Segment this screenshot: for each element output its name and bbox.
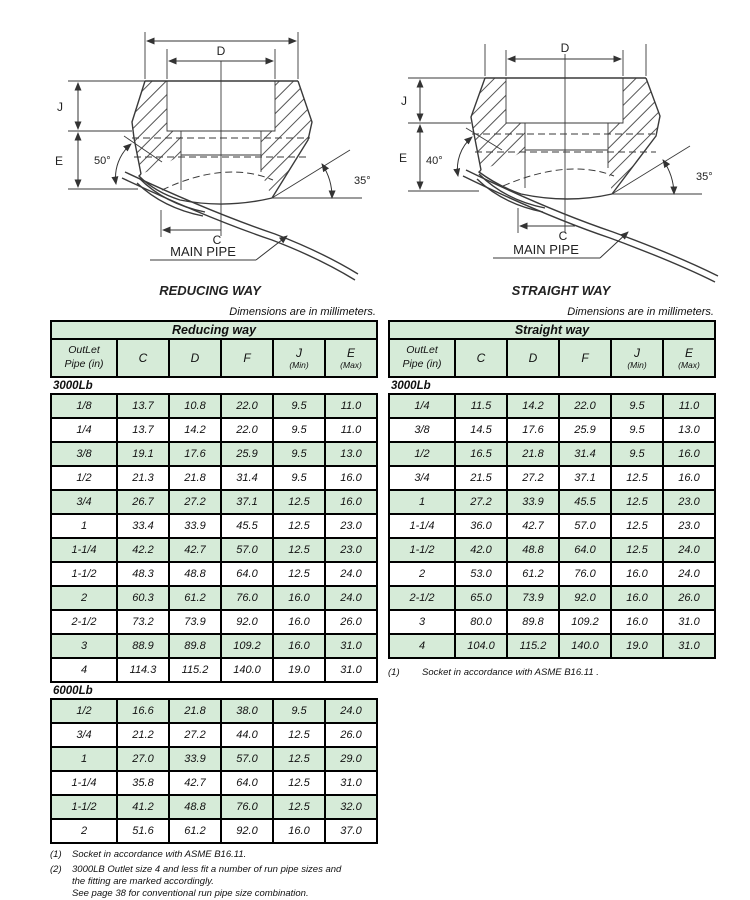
column-header-j (611, 339, 663, 377)
footnotes (50, 849, 376, 900)
dimension-cell: 24.0 (325, 586, 377, 610)
table-row (51, 538, 377, 562)
j-sub-header: (Min) (627, 360, 647, 370)
dimension-cell: 57.0 (221, 747, 273, 771)
dimension-cell: 61.2 (169, 586, 221, 610)
reducing-way-table-header (50, 320, 378, 378)
column-header-d: D (507, 339, 559, 377)
pipe-size-cell: 1 (389, 490, 455, 514)
dimension-cell: 13.7 (117, 394, 169, 418)
dimension-cell: 31.0 (325, 634, 377, 658)
footnote-2 (50, 864, 376, 900)
dimension-cell: 89.8 (169, 634, 221, 658)
dimension-cell: 27.2 (169, 723, 221, 747)
dimension-cell: 24.0 (325, 562, 377, 586)
pipe-size-cell: 3/4 (389, 466, 455, 490)
pipe-size-cell: 1/2 (51, 466, 117, 490)
pipe-size-cell: 3/8 (389, 418, 455, 442)
dimension-cell: 27.2 (507, 466, 559, 490)
dimension-cell: 33.4 (117, 514, 169, 538)
dimension-cell: 14.2 (169, 418, 221, 442)
dimension-cell: 16.0 (611, 562, 663, 586)
dimension-cell: 12.5 (611, 490, 663, 514)
dimension-cell: 11.0 (325, 418, 377, 442)
hatching (132, 81, 312, 198)
dimension-cell: 37.0 (325, 819, 377, 843)
reducing-3000lb-table (50, 393, 378, 683)
table-title: Straight way (389, 321, 715, 339)
dimension-cell: 21.8 (169, 699, 221, 723)
dimension-cell: 29.0 (325, 747, 377, 771)
dimension-cell: 48.8 (169, 562, 221, 586)
dimension-cell: 140.0 (559, 634, 611, 658)
d-label: D (216, 44, 226, 58)
pipe-size-cell: 1-1/4 (51, 771, 117, 795)
pipe-size-cell: 1-1/2 (51, 562, 117, 586)
dimension-cell: 23.0 (663, 490, 715, 514)
dimension-cell: 25.9 (559, 418, 611, 442)
dimension-cell: 109.2 (559, 610, 611, 634)
dimension-cell: 42.2 (117, 538, 169, 562)
angle-right-label: 35° (354, 175, 371, 187)
table-row (51, 610, 377, 634)
dimension-cell: 33.9 (169, 514, 221, 538)
main-pipe-curve (122, 172, 358, 280)
dimension-cell: 64.0 (559, 538, 611, 562)
dimension-cell: 22.0 (559, 394, 611, 418)
outlet-line1: OutLet (68, 344, 100, 357)
dimension-cell: 26.0 (663, 586, 715, 610)
dimension-cell: 104.0 (455, 634, 507, 658)
dimension-cell: 38.0 (221, 699, 273, 723)
pipe-size-cell: 1 (51, 514, 117, 538)
table-row (389, 514, 715, 538)
j-label: J (57, 100, 63, 114)
dimension-cell: 19.1 (117, 442, 169, 466)
footnote-right-number: (1) (388, 667, 400, 678)
column-header-e (325, 339, 377, 377)
dimension-cell: 27.2 (169, 490, 221, 514)
dimension-cell: 12.5 (273, 771, 325, 795)
pipe-size-cell: 1/4 (51, 418, 117, 442)
dimensions-note: Dimensions are in millimeters. (229, 306, 376, 318)
pipe-size-cell: 2 (51, 586, 117, 610)
dimension-cell: 60.3 (117, 586, 169, 610)
dimension-cell: 16.0 (273, 586, 325, 610)
column-header-f: F (221, 339, 273, 377)
dimension-cell: 42.7 (507, 514, 559, 538)
pipe-size-cell: 2 (51, 819, 117, 843)
table-row (51, 795, 377, 819)
dimension-cell: 76.0 (221, 795, 273, 819)
pipe-size-cell: 1/2 (51, 699, 117, 723)
dimension-cell: 32.0 (325, 795, 377, 819)
table-row (389, 418, 715, 442)
footnote-1-number: (1) (50, 849, 62, 860)
footnote-right (388, 667, 714, 679)
dimension-cell: 31.0 (663, 610, 715, 634)
j-header: J (296, 346, 302, 360)
table-row (389, 394, 715, 418)
dimension-cell: 9.5 (611, 442, 663, 466)
j-label: J (401, 94, 407, 108)
dimension-cell: 12.5 (273, 562, 325, 586)
dimension-cell: 26.0 (325, 610, 377, 634)
dimension-d (145, 32, 298, 79)
table-row (51, 418, 377, 442)
dimension-cell: 23.0 (663, 514, 715, 538)
e-header: E (347, 346, 356, 360)
dimension-cell: 76.0 (221, 586, 273, 610)
dimension-cell: 16.0 (611, 610, 663, 634)
dimension-cell: 12.5 (273, 747, 325, 771)
dimension-cell: 9.5 (273, 466, 325, 490)
pipe-size-cell: 1 (51, 747, 117, 771)
table-row (389, 586, 715, 610)
dimension-cell: 33.9 (507, 490, 559, 514)
dimension-cell: 24.0 (663, 562, 715, 586)
dimension-cell: 9.5 (273, 394, 325, 418)
dimension-d (485, 41, 646, 76)
dimension-cell: 88.9 (117, 634, 169, 658)
dimension-cell: 21.5 (455, 466, 507, 490)
table-row (389, 610, 715, 634)
dimension-cell: 64.0 (221, 562, 273, 586)
dimension-cell: 27.0 (117, 747, 169, 771)
dimension-cell: 14.5 (455, 418, 507, 442)
dimension-cell: 9.5 (611, 394, 663, 418)
table-row (51, 771, 377, 795)
dimension-cell: 17.6 (507, 418, 559, 442)
dimension-cell: 37.1 (559, 466, 611, 490)
dimension-c (161, 210, 222, 247)
table-title: Reducing way (51, 321, 377, 339)
dimension-cell: 61.2 (169, 819, 221, 843)
dimension-cell: 21.8 (169, 466, 221, 490)
dimension-cell: 42.7 (169, 771, 221, 795)
column-header-outlet (389, 339, 455, 377)
dimension-cell: 92.0 (221, 819, 273, 843)
pipe-size-cell: 4 (51, 658, 117, 682)
dimension-cell: 9.5 (611, 418, 663, 442)
dimension-cell: 115.2 (169, 658, 221, 682)
straight-way-table-block (388, 306, 714, 679)
dimension-cell: 16.5 (455, 442, 507, 466)
dimension-cell: 16.0 (663, 466, 715, 490)
footnote-2-line1: 3000LB Outlet size 4 and less fit a number of run pipe sizes and (72, 863, 342, 875)
dimension-cell: 12.5 (611, 538, 663, 562)
straight-3000lb-table (388, 393, 716, 659)
table-row (389, 490, 715, 514)
section-label-3000lb: 3000Lb (391, 380, 431, 392)
dimension-cell: 31.0 (325, 771, 377, 795)
dimension-cell: 45.5 (221, 514, 273, 538)
dimension-cell: 11.0 (325, 394, 377, 418)
dimension-cell: 16.0 (663, 442, 715, 466)
dimension-cell: 16.0 (325, 466, 377, 490)
table-row (51, 634, 377, 658)
footnote-2-line3: See page 38 for conventional run pipe size combination. (72, 887, 309, 899)
reducing-way-table-block (50, 306, 376, 900)
dimension-cell: 53.0 (455, 562, 507, 586)
pipe-size-cell: 1/8 (51, 394, 117, 418)
dimension-cell: 64.0 (221, 771, 273, 795)
dimension-cell: 140.0 (221, 658, 273, 682)
c-label: C (558, 229, 568, 243)
column-header-c: C (117, 339, 169, 377)
dimension-cell: 33.9 (169, 747, 221, 771)
e-label: E (54, 154, 64, 168)
diagram-caption: STRAIGHT WAY (511, 283, 611, 298)
pipe-size-cell: 2 (389, 562, 455, 586)
dimension-cell: 21.3 (117, 466, 169, 490)
footnote-2-line2: the fitting are marked accordingly. (72, 875, 214, 887)
dimension-cell: 48.8 (169, 795, 221, 819)
pipe-size-cell: 1-1/4 (51, 538, 117, 562)
column-header-d: D (169, 339, 221, 377)
pipe-size-cell: 1-1/2 (389, 538, 455, 562)
dimension-j-e (55, 81, 145, 189)
dimension-cell: 16.6 (117, 699, 169, 723)
dimension-cell: 27.2 (455, 490, 507, 514)
dimension-cell: 13.0 (325, 442, 377, 466)
angle-left-label: 40° (426, 155, 443, 167)
dimension-cell: 114.3 (117, 658, 169, 682)
outlet-line2: Pipe (in) (402, 358, 442, 370)
dimension-cell: 9.5 (273, 699, 325, 723)
dimension-cell: 48.8 (507, 538, 559, 562)
table-row (51, 490, 377, 514)
dimension-cell: 57.0 (221, 538, 273, 562)
dimension-cell: 24.0 (663, 538, 715, 562)
dimension-cell: 92.0 (559, 586, 611, 610)
dimension-cell: 73.2 (117, 610, 169, 634)
dimension-cell: 48.3 (117, 562, 169, 586)
table-row (51, 562, 377, 586)
straight-way-diagram (378, 4, 748, 302)
e-header: E (685, 346, 694, 360)
dimension-cell: 10.8 (169, 394, 221, 418)
dimension-cell: 89.8 (507, 610, 559, 634)
pipe-size-cell: 1-1/4 (389, 514, 455, 538)
c-label: C (212, 233, 222, 247)
dimension-cell: 44.0 (221, 723, 273, 747)
pipe-size-cell: 3 (51, 634, 117, 658)
column-header-f: F (559, 339, 611, 377)
dimension-cell: 31.4 (559, 442, 611, 466)
j-header: J (634, 346, 640, 360)
table-row (51, 723, 377, 747)
footnote-right-text: Socket in accordance with ASME B16.11 . (422, 667, 599, 678)
column-header-outlet (51, 339, 117, 377)
table-row (51, 466, 377, 490)
table-row (51, 699, 377, 723)
e-sub-header: (Max) (340, 360, 362, 370)
dimension-cell: 25.9 (221, 442, 273, 466)
reducing-6000lb-table (50, 698, 378, 844)
main-pipe-label: MAIN PIPE (513, 242, 579, 257)
dimension-cell: 19.0 (273, 658, 325, 682)
table-row (51, 442, 377, 466)
pipe-size-cell: 1/2 (389, 442, 455, 466)
dimension-cell: 73.9 (507, 586, 559, 610)
dimension-cell: 76.0 (559, 562, 611, 586)
dimension-cell: 12.5 (273, 538, 325, 562)
table-row (51, 819, 377, 843)
dimension-cell: 109.2 (221, 634, 273, 658)
dimension-cell: 12.5 (273, 723, 325, 747)
table-row (51, 586, 377, 610)
table-row (51, 747, 377, 771)
j-sub-header: (Min) (289, 360, 309, 370)
dimension-cell: 31.4 (221, 466, 273, 490)
dimension-cell: 115.2 (507, 634, 559, 658)
dimension-cell: 35.8 (117, 771, 169, 795)
main-pipe-label: MAIN PIPE (170, 244, 236, 259)
dimension-cell: 21.2 (117, 723, 169, 747)
dimension-cell: 16.0 (273, 634, 325, 658)
dimension-cell: 51.6 (117, 819, 169, 843)
dimension-cell: 11.5 (455, 394, 507, 418)
pipe-size-cell: 4 (389, 634, 455, 658)
dimension-cell: 13.7 (117, 418, 169, 442)
dimension-cell: 12.5 (611, 514, 663, 538)
hatching (471, 78, 660, 194)
main-pipe-curve (463, 170, 718, 282)
angle-right-label: 35° (696, 171, 713, 183)
dimension-cell: 26.0 (325, 723, 377, 747)
dimension-cell: 16.0 (273, 819, 325, 843)
pipe-size-cell: 3/4 (51, 723, 117, 747)
table-row (389, 634, 715, 658)
table-row (51, 658, 377, 682)
dimension-cell: 57.0 (559, 514, 611, 538)
dimension-cell: 12.5 (611, 466, 663, 490)
pipe-size-cell: 3 (389, 610, 455, 634)
dimension-cell: 37.1 (221, 490, 273, 514)
footnote-2-number: (2) (50, 863, 62, 875)
table-row (51, 514, 377, 538)
dimension-cell: 17.6 (169, 442, 221, 466)
dimension-cell: 16.0 (611, 586, 663, 610)
dimension-cell: 12.5 (273, 795, 325, 819)
dimension-cell: 65.0 (455, 586, 507, 610)
column-header-e (663, 339, 715, 377)
dimensions-note: Dimensions are in millimeters. (567, 306, 714, 318)
pipe-size-cell: 1/4 (389, 394, 455, 418)
dimension-cell: 22.0 (221, 418, 273, 442)
section-label-3000lb: 3000Lb (53, 380, 93, 392)
pipe-size-cell: 2-1/2 (51, 610, 117, 634)
dimension-cell: 73.9 (169, 610, 221, 634)
pipe-size-cell: 3/8 (51, 442, 117, 466)
dimension-cell: 92.0 (221, 610, 273, 634)
reducing-way-diagram (10, 4, 385, 302)
table-row (389, 562, 715, 586)
dimension-cell: 26.7 (117, 490, 169, 514)
table-row (389, 538, 715, 562)
column-header-j (273, 339, 325, 377)
dimension-cell: 9.5 (273, 442, 325, 466)
angle-left-label: 50° (94, 155, 111, 167)
dimension-cell: 12.5 (273, 514, 325, 538)
dimension-cell: 23.0 (325, 514, 377, 538)
dimension-cell: 21.8 (507, 442, 559, 466)
dimension-cell: 22.0 (221, 394, 273, 418)
dimension-cell: 13.0 (663, 418, 715, 442)
e-sub-header: (Max) (678, 360, 700, 370)
dimension-cell: 16.0 (273, 610, 325, 634)
footnote-1-text: Socket in accordance with ASME B16.11. (72, 849, 247, 860)
diagram-caption: REDUCING WAY (159, 283, 261, 298)
footnote-2-text (72, 864, 376, 900)
dimension-cell: 12.5 (273, 490, 325, 514)
dimension-cell: 16.0 (325, 490, 377, 514)
dimension-cell: 9.5 (273, 418, 325, 442)
dimension-cell: 42.7 (169, 538, 221, 562)
dimension-cell: 19.0 (611, 634, 663, 658)
dimension-cell: 36.0 (455, 514, 507, 538)
d-label: D (560, 41, 570, 55)
dimension-cell: 80.0 (455, 610, 507, 634)
pipe-size-cell: 2-1/2 (389, 586, 455, 610)
dimension-cell: 31.0 (663, 634, 715, 658)
table-row (389, 466, 715, 490)
column-header-c: C (455, 339, 507, 377)
dimension-cell: 31.0 (325, 658, 377, 682)
e-label: E (398, 151, 408, 165)
section-label-6000lb: 6000Lb (53, 685, 93, 697)
footnote-1 (50, 849, 376, 861)
dimension-cell: 11.0 (663, 394, 715, 418)
outlet-line2: Pipe (in) (64, 358, 104, 370)
dimension-cell: 23.0 (325, 538, 377, 562)
dimension-cell: 61.2 (507, 562, 559, 586)
pipe-size-cell: 3/4 (51, 490, 117, 514)
table-row (389, 442, 715, 466)
dimension-cell: 45.5 (559, 490, 611, 514)
dimension-cell: 41.2 (117, 795, 169, 819)
outlet-line1: OutLet (406, 344, 438, 357)
dimension-cell: 24.0 (325, 699, 377, 723)
pipe-size-cell: 1-1/2 (51, 795, 117, 819)
table-row (51, 394, 377, 418)
dimension-cell: 14.2 (507, 394, 559, 418)
dimension-cell: 42.0 (455, 538, 507, 562)
straight-way-table-header (388, 320, 716, 378)
